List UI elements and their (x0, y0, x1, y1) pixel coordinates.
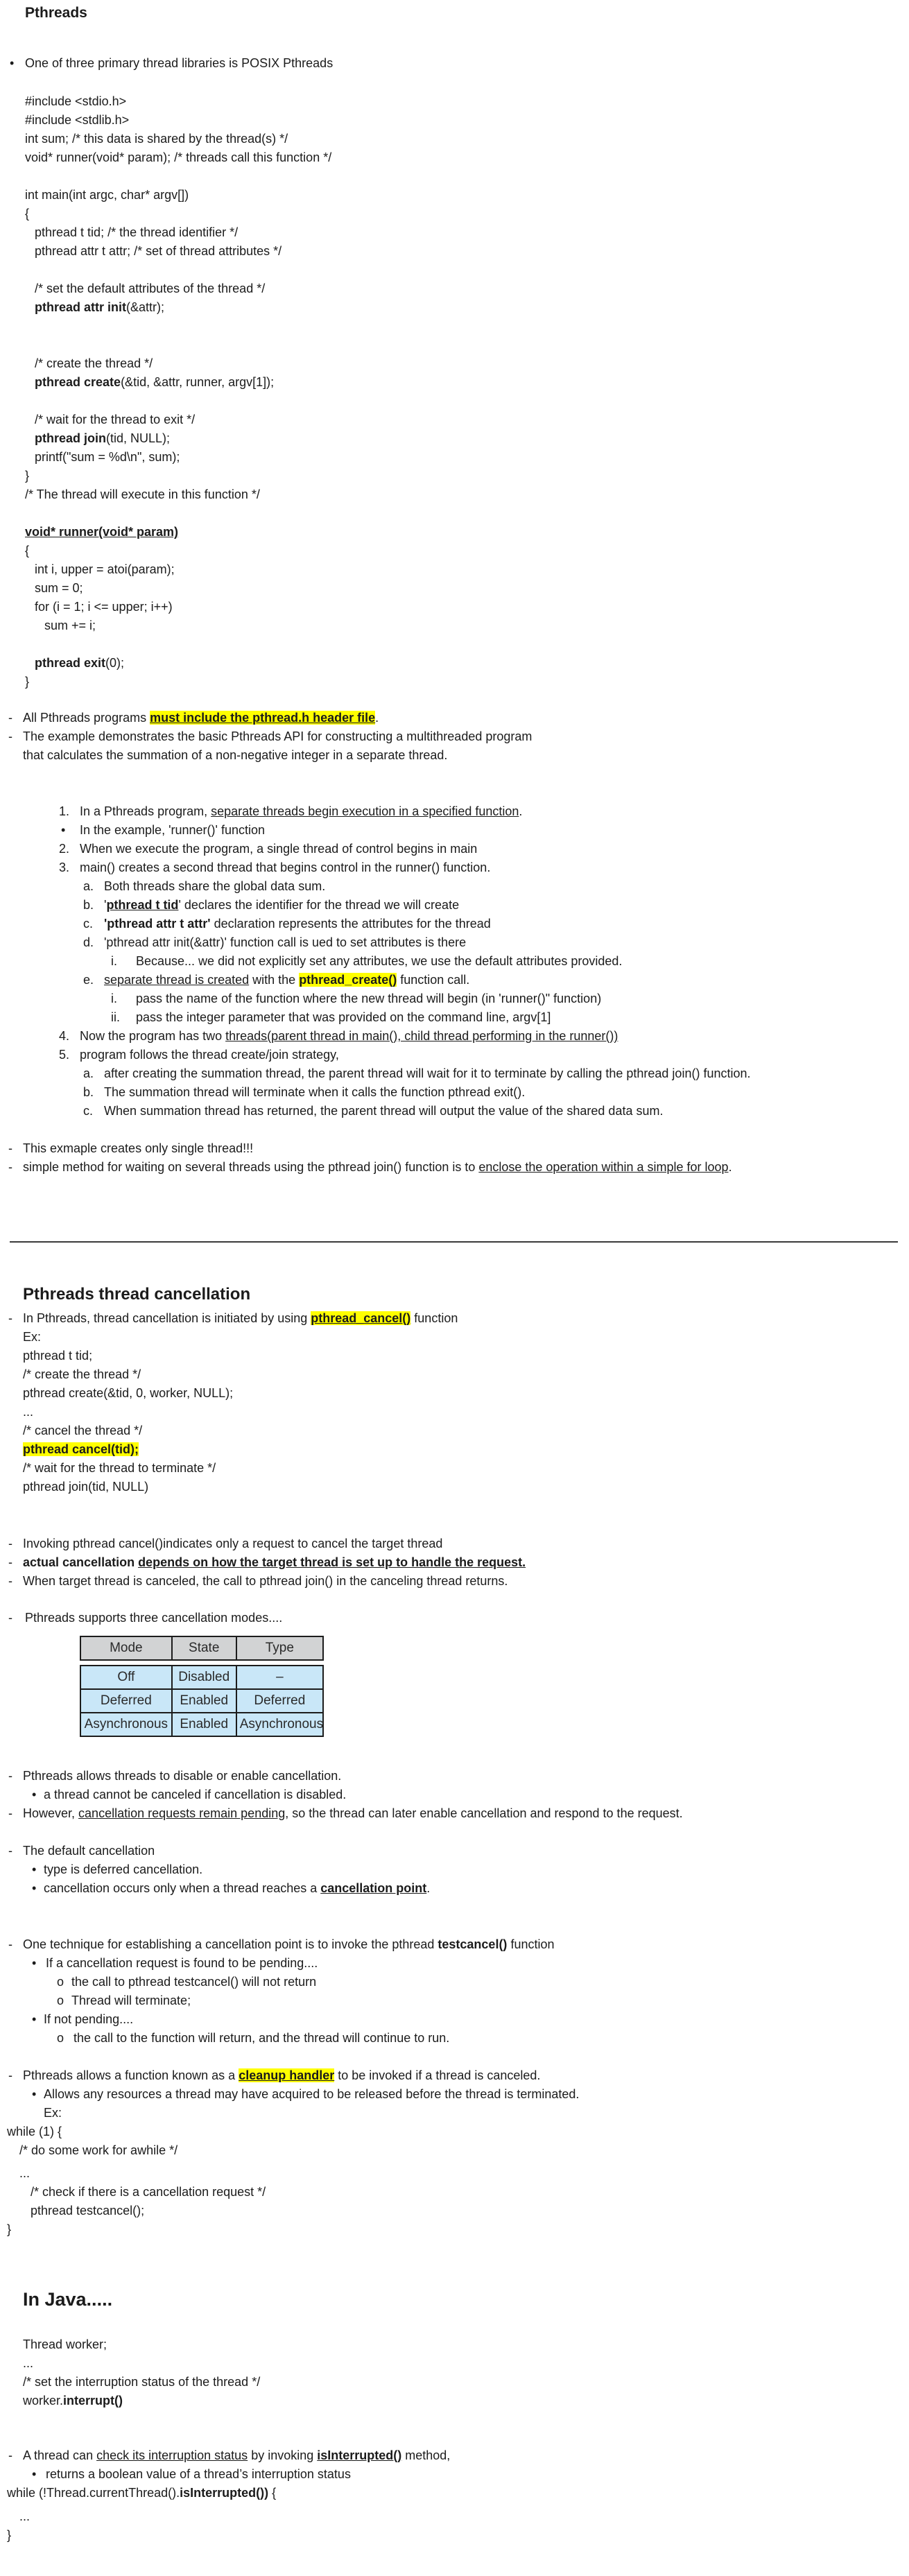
list-marker: - (8, 2448, 12, 2462)
text-segment: (&tid, &attr, runner, argv[1]); (121, 375, 275, 389)
list-item (0, 1609, 909, 1627)
text-line (0, 560, 909, 579)
text-line (0, 542, 909, 560)
list-marker: ii. (111, 1010, 120, 1024)
text-segment: cancellation requests remain pending (78, 1806, 286, 1820)
list-marker: - (8, 1937, 12, 1951)
list-marker: • (32, 2012, 37, 2026)
text-segment: enclose the operation within a simple for loop (478, 1160, 729, 1174)
text-segment: Both threads share the global data sum. (104, 879, 326, 893)
list-item (0, 1935, 909, 1954)
text-line (0, 111, 909, 130)
text-segment: #include <stdio.h> (25, 94, 127, 108)
section-heading (0, 1284, 909, 1305)
list-marker: c. (83, 917, 94, 931)
text-segment: ... (23, 2356, 34, 2370)
text-segment: sum = 0; (35, 581, 83, 595)
list-marker: i. (111, 954, 117, 968)
text-segment: pthread attr init (35, 300, 127, 314)
text-segment: In Pthreads, thread cancellation is initiated by using (23, 1311, 311, 1325)
list-marker: - (8, 1611, 12, 1625)
text-segment: threads(parent thread in main(), child thread performing in the runner()) (225, 1029, 618, 1043)
text-segment: The example demonstrates the basic Pthreads API for constructing a multithreaded program (23, 729, 533, 743)
text-line (0, 1328, 909, 1347)
text-line (0, 2141, 909, 2160)
list-marker: - (8, 1555, 12, 1569)
text-segment: . (728, 1160, 732, 1174)
text-line (0, 1440, 909, 1459)
text-segment: Pthreads (25, 5, 87, 21)
text-segment: If not pending.... (44, 2012, 134, 2026)
list-marker: b. (83, 898, 94, 912)
list-item (0, 971, 909, 989)
list-marker: • (32, 1956, 37, 1970)
text-segment: Because... we did not explicitly set any attributes, we use the default attributes provided. (136, 954, 623, 968)
text-line (0, 298, 909, 317)
list-item (0, 2029, 909, 2048)
list-marker: d. (83, 935, 94, 949)
cancellation-modes-table (80, 1636, 324, 1737)
list-marker: - (8, 1844, 12, 1858)
text-segment: This exmaple creates only single thread!!! (23, 1141, 254, 1155)
list-item (0, 1027, 909, 1046)
text-segment: pass the name of the function where the new thread will begin (in 'runner()" function) (136, 992, 602, 1005)
text-segment: ... (23, 1405, 34, 1419)
text-segment: while (!Thread.currentThread(). (7, 2486, 180, 2500)
list-item (0, 1008, 909, 1027)
text-segment: to be invoked if a thread is canceled. (334, 2068, 541, 2082)
list-marker: - (8, 711, 12, 725)
text-segment: pthread t tid; /* the thread identifier */ (35, 225, 239, 239)
highlighted-text: pthread_create() (299, 973, 397, 987)
list-marker: - (8, 1160, 12, 1174)
list-item (0, 1991, 909, 2010)
text-line (0, 2373, 909, 2392)
text-segment: Thread worker; (23, 2337, 107, 2351)
text-segment: worker. (23, 2394, 64, 2408)
text-segment: Ex: (23, 1330, 42, 1344)
list-item (0, 877, 909, 896)
list-item (0, 1842, 909, 1860)
text-segment: Allows any resources a thread may have acquired to be released before the thread is terminated. (44, 2087, 580, 2101)
list-marker: • (32, 1881, 37, 1895)
table-cell: Asynchronous (80, 1713, 172, 1736)
text-segment: separate thread is created (104, 973, 250, 987)
text-line (0, 205, 909, 223)
text-segment: method, (401, 2448, 451, 2462)
text-segment: function call. (397, 973, 470, 987)
list-item (0, 2446, 909, 2465)
text-segment: pthread join (35, 431, 106, 445)
section-divider (10, 1241, 898, 1243)
text-segment: pthread t tid; (23, 1349, 93, 1363)
text-segment: . (426, 1881, 431, 1895)
text-line (0, 2202, 909, 2220)
text-line (0, 579, 909, 598)
text-segment: /* wait for the thread to exit */ (35, 413, 196, 426)
text-line (0, 2104, 909, 2123)
text-segment: ' declares the identifier for the thread we will create (178, 898, 460, 912)
text-segment: 'pthread attr t attr' (104, 917, 211, 931)
text-line (0, 523, 909, 542)
text-segment: Pthreads allows a function known as a (23, 2068, 239, 2082)
text-segment: printf("sum = %d\n", sum); (35, 450, 180, 464)
list-item (0, 1572, 909, 1591)
text-segment: } (25, 469, 30, 483)
list-marker: 5. (59, 1048, 70, 1062)
text-segment: Invoking pthread cancel()indicates only a request to cancel the target thread (23, 1537, 443, 1550)
list-item (0, 1786, 909, 1804)
list-item (0, 1553, 909, 1572)
table-header-cell: Type (236, 1636, 323, 1660)
list-marker: e. (83, 973, 94, 987)
table-cell: – (236, 1666, 323, 1689)
text-segment: sum += i; (44, 619, 96, 632)
text-segment: } (7, 2528, 12, 2542)
text-segment: #include <stdlib.h> (25, 113, 130, 127)
text-line (0, 410, 909, 429)
list-item (0, 1535, 909, 1553)
text-line (0, 2123, 909, 2141)
list-marker: • (32, 2467, 37, 2481)
list-item (0, 989, 909, 1008)
text-line (0, 2183, 909, 2202)
text-segment: returns a boolean value of a thread’s interruption status (46, 2467, 351, 2481)
text-segment: /* do some work for awhile */ (19, 2143, 178, 2157)
table-header-cell: State (172, 1636, 236, 1660)
text-segment: In the example, 'runner()' function (80, 823, 266, 837)
section-heading (0, 2288, 909, 2311)
table-row (80, 1666, 323, 1689)
table-header-cell: Mode (80, 1636, 172, 1660)
list-item (0, 727, 909, 746)
list-item (0, 2066, 909, 2085)
list-item (0, 1139, 909, 1158)
list-item (0, 1954, 909, 1973)
text-segment: When target thread is canceled, the call to pthread join() in the canceling thread returns. (23, 1574, 508, 1588)
text-segment: simple method for waiting on several threads using the pthread join() function is to (23, 1160, 479, 1174)
text-line (0, 130, 909, 148)
text-segment: (&attr); (126, 300, 165, 314)
text-segment: pthread join(tid, NULL) (23, 1480, 149, 1494)
list-marker: - (8, 2068, 12, 2082)
text-line (0, 654, 909, 673)
text-segment: ... (19, 2166, 31, 2180)
text-line (0, 2354, 909, 2373)
list-item (0, 1102, 909, 1121)
list-marker: - (8, 1537, 12, 1550)
text-segment: (tid, NULL); (106, 431, 171, 445)
text-segment: /* cancel the thread */ (23, 1424, 143, 1437)
text-segment: int main(int argc, char* argv[]) (25, 188, 189, 202)
highlighted-text: must include the pthread.h header file (150, 711, 376, 725)
list-item (0, 2010, 909, 2029)
highlighted-text: cleanup handler (239, 2068, 335, 2082)
list-marker: 2. (59, 842, 70, 856)
text-segment: /* create the thread */ (35, 356, 153, 370)
text-segment: program follows the thread create/join strategy, (80, 1048, 339, 1062)
list-item (0, 821, 909, 840)
text-segment: When we execute the program, a single thread of control begins in main (80, 842, 478, 856)
text-line (0, 1347, 909, 1365)
text-line (0, 2484, 909, 2502)
text-segment: type is deferred cancellation. (44, 1862, 203, 1876)
text-segment: Thread will terminate; (71, 1994, 191, 2007)
list-marker: • (32, 2087, 37, 2101)
text-segment: isInterrupted()) (180, 2486, 269, 2500)
page-title (0, 4, 909, 22)
list-marker: o (57, 1975, 64, 1989)
text-segment: /* create the thread */ (23, 1367, 141, 1381)
list-item (0, 1767, 909, 1786)
list-marker: 3. (59, 861, 70, 874)
text-line (0, 148, 909, 167)
text-segment: Pthreads supports three cancellation modes.... (25, 1611, 283, 1625)
text-segment: In a Pthreads program, (80, 804, 211, 818)
text-segment: cancellation point (320, 1881, 427, 1895)
list-marker: • (32, 1788, 37, 1801)
text-segment: ... (19, 2509, 31, 2523)
text-segment: (0); (105, 656, 125, 670)
list-marker: - (8, 1141, 12, 1155)
text-segment: interrupt() (63, 2394, 123, 2408)
text-segment: /* The thread will execute in this function */ (25, 487, 260, 501)
text-segment: When summation thread has returned, the parent thread will output the value of the shared data sum. (104, 1104, 664, 1118)
list-item (0, 802, 909, 821)
text-segment: The default cancellation (23, 1844, 155, 1858)
list-item (0, 1309, 909, 1328)
list-item (0, 709, 909, 727)
text-segment: In Java..... (23, 2289, 113, 2310)
text-line (0, 354, 909, 373)
text-segment: with the (249, 973, 300, 987)
text-segment: Pthreads allows threads to disable or enable cancellation. (23, 1769, 342, 1783)
text-line (0, 279, 909, 298)
table-row (80, 1689, 323, 1713)
highlighted-text: pthread cancel(tid); (23, 1442, 139, 1456)
text-segment: function (507, 1937, 555, 1951)
list-marker: • (61, 823, 66, 837)
text-segment: /* wait for the thread to terminate */ (23, 1461, 216, 1475)
text-segment: cancellation occurs only when a thread reaches a (44, 1881, 321, 1895)
text-line (0, 616, 909, 635)
list-item (0, 896, 909, 915)
list-item (0, 1064, 909, 1083)
list-marker: - (8, 1574, 12, 1588)
list-marker: - (8, 1806, 12, 1820)
table-cell: Enabled (172, 1713, 236, 1736)
table-cell: Enabled (172, 1689, 236, 1713)
text-segment: The summation thread will terminate when it calls the function pthread exit(). (104, 1085, 526, 1099)
text-segment: actual cancellation (23, 1555, 139, 1569)
list-item (0, 933, 909, 952)
list-marker: • (10, 56, 15, 70)
list-item (0, 952, 909, 971)
text-segment: separate threads begin execution in a specified function (211, 804, 519, 818)
text-line (0, 1478, 909, 1496)
text-segment: pthread attr t attr; /* set of thread attributes */ (35, 244, 282, 258)
text-line (0, 673, 909, 691)
text-line (0, 746, 909, 765)
text-segment: One of three primary thread libraries is POSIX Pthreads (25, 56, 334, 70)
text-segment: Ex: (44, 2106, 62, 2120)
table-body (80, 1665, 324, 1737)
text-segment: after creating the summation thread, the parent thread will wait for it to terminate by calling the pthread join() function. (104, 1066, 751, 1080)
list-marker: - (8, 1769, 12, 1783)
text-segment: } (25, 675, 30, 689)
text-segment: pthread t tid (106, 898, 179, 912)
text-line (0, 2526, 909, 2545)
list-item (0, 1860, 909, 1879)
text-segment: the call to pthread testcancel() will not return (71, 1975, 317, 1989)
text-segment: pthread exit (35, 656, 106, 670)
text-segment: int i, upper = atoi(param); (35, 562, 175, 576)
text-line (0, 242, 909, 261)
list-marker: - (8, 1311, 12, 1325)
table-row (80, 1636, 323, 1660)
text-line (0, 1384, 909, 1403)
list-item (0, 858, 909, 877)
list-item (0, 1879, 909, 1898)
text-segment: the call to the function will return, and the thread will continue to run. (73, 2031, 450, 2045)
list-item (0, 2085, 909, 2104)
text-segment: . (375, 711, 379, 725)
text-segment: void* runner(void* param) (25, 525, 179, 539)
text-line (0, 1459, 909, 1478)
text-segment: main() creates a second thread that begins control in the runner() function. (80, 861, 491, 874)
text-segment: { (25, 544, 30, 557)
text-segment: . (519, 804, 523, 818)
text-line (0, 485, 909, 504)
text-line (0, 1403, 909, 1421)
text-segment: int sum; /* this data is shared by the thread(s) */ (25, 132, 288, 146)
list-marker: c. (83, 1104, 94, 1118)
text-segment: Pthreads thread cancellation (23, 1285, 251, 1304)
table-cell: Deferred (236, 1689, 323, 1713)
list-marker: o (57, 1994, 64, 2007)
text-line (0, 2220, 909, 2239)
text-segment: /* set the default attributes of the thread */ (35, 282, 266, 295)
text-segment: depends on how the target thread is set up to handle the request. (138, 1555, 526, 1569)
text-segment: by invoking (248, 2448, 318, 2462)
list-item (0, 1804, 909, 1823)
text-line (0, 2392, 909, 2410)
text-segment: a thread cannot be canceled if cancellation is disabled. (44, 1788, 347, 1801)
text-line (0, 373, 909, 392)
text-segment: isInterrupted() (317, 2448, 402, 2462)
text-segment: } (7, 2222, 12, 2236)
list-marker: 1. (59, 804, 70, 818)
list-item (0, 1046, 909, 1064)
table-row (80, 1713, 323, 1736)
text-segment: for (i = 1; i <= upper; i++) (35, 600, 173, 614)
text-segment: /* set the interruption status of the thread */ (23, 2375, 261, 2389)
text-segment: , so the thread can later enable cancellation and respond to the request. (285, 1806, 683, 1820)
list-marker: a. (83, 1066, 94, 1080)
list-marker: o (57, 2031, 64, 2045)
text-segment: ' (104, 898, 107, 912)
list-item (0, 840, 909, 858)
list-item (0, 54, 909, 73)
list-marker: a. (83, 879, 94, 893)
text-segment: pthread testcancel(); (31, 2204, 145, 2218)
text-segment: All Pthreads programs (23, 711, 150, 725)
table-header (80, 1636, 324, 1661)
text-line (0, 448, 909, 467)
text-segment: A thread can (23, 2448, 97, 2462)
text-line (0, 1365, 909, 1384)
table-cell: Asynchronous (236, 1713, 323, 1736)
table-cell: Off (80, 1666, 172, 1689)
text-line (0, 2507, 909, 2526)
list-marker: - (8, 729, 12, 743)
text-segment: One technique for establishing a cancellation point is to invoke the pthread (23, 1937, 438, 1951)
text-segment: check its interruption status (96, 2448, 248, 2462)
text-segment: 'pthread attr init(&attr)' function call is ued to set attributes is there (104, 935, 467, 949)
text-segment: /* check if there is a cancellation request */ (31, 2185, 266, 2199)
list-item (0, 1158, 909, 1177)
text-line (0, 467, 909, 485)
text-line (0, 2335, 909, 2354)
list-item (0, 1973, 909, 1991)
list-marker: • (32, 1862, 37, 1876)
text-segment: pthread create (35, 375, 121, 389)
text-segment: pthread create(&tid, 0, worker, NULL); (23, 1386, 234, 1400)
list-item (0, 1083, 909, 1102)
list-item (0, 915, 909, 933)
text-segment: { (25, 207, 30, 221)
table-cell: Deferred (80, 1689, 172, 1713)
text-segment: while (1) { (7, 2125, 62, 2138)
text-line (0, 2164, 909, 2183)
text-line (0, 223, 909, 242)
highlighted-text: pthread_cancel() (311, 1311, 411, 1325)
text-segment: If a cancellation request is found to be pending.... (46, 1956, 318, 1970)
list-item (0, 2465, 909, 2484)
text-segment: testcancel() (438, 1937, 508, 1951)
text-line (0, 1421, 909, 1440)
text-line (0, 186, 909, 205)
text-segment: pass the integer parameter that was provided on the command line, argv[1] (136, 1010, 551, 1024)
text-segment: declaration represents the attributes for the thread (210, 917, 491, 931)
text-line (0, 598, 909, 616)
text-segment: However, (23, 1806, 79, 1820)
list-marker: b. (83, 1085, 94, 1099)
text-segment: { (268, 2486, 277, 2500)
text-line (0, 429, 909, 448)
text-segment: that calculates the summation of a non-negative integer in a separate thread. (23, 748, 448, 762)
text-segment: function (410, 1311, 458, 1325)
list-marker: 4. (59, 1029, 70, 1043)
document-page (0, 4, 909, 2545)
text-segment: void* runner(void* param); /* threads call this function */ (25, 150, 332, 164)
text-segment: Now the program has two (80, 1029, 226, 1043)
table-cell: Disabled (172, 1666, 236, 1689)
list-marker: i. (111, 992, 117, 1005)
text-line (0, 92, 909, 111)
